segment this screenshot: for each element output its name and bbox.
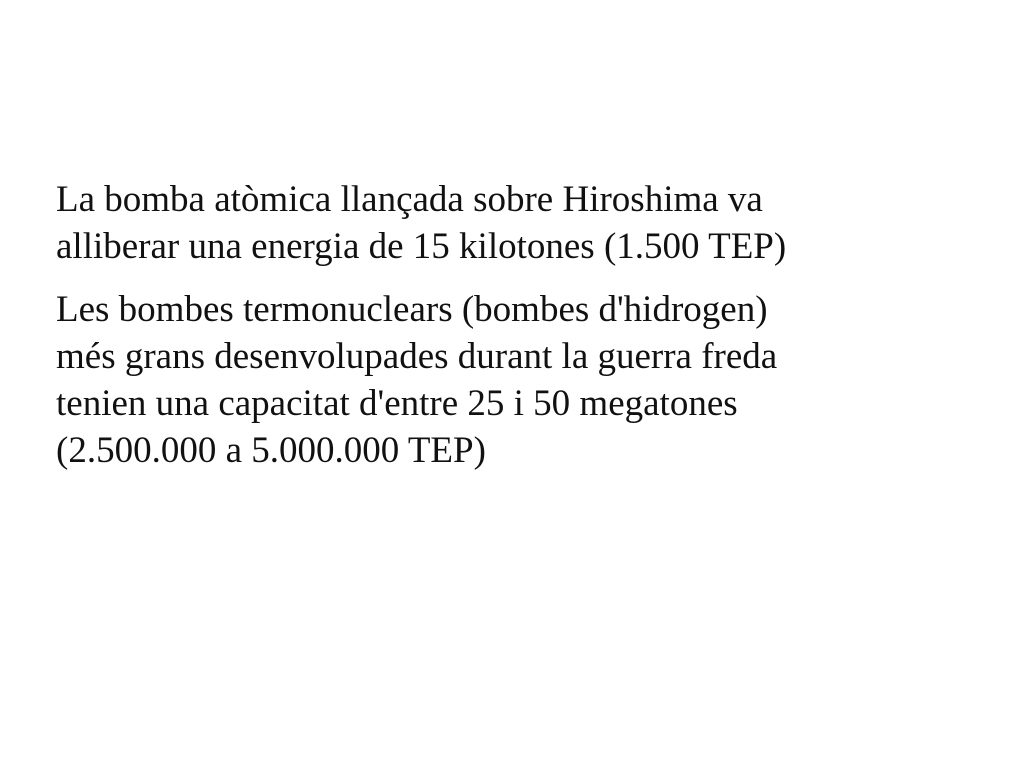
text-line: tenien una capacitat d'entre 25 i 50 megatones [56,383,738,424]
text-line: (2.500.000 a 5.000.000 TEP) [56,430,486,471]
text-line: La bomba atòmica llançada sobre Hiroshima va [56,179,763,220]
text-line: més grans desenvolupades durant la guerra freda [56,336,778,377]
text-line: Les bombes termonuclears (bombes d'hidrogen) [56,289,768,330]
text-line: alliberar una energia de 15 kilotones (1.500 TEP) [56,226,787,267]
paragraph-thermonuclear [56,286,976,474]
paragraph-hiroshima [56,176,976,270]
slide-body [56,176,976,474]
